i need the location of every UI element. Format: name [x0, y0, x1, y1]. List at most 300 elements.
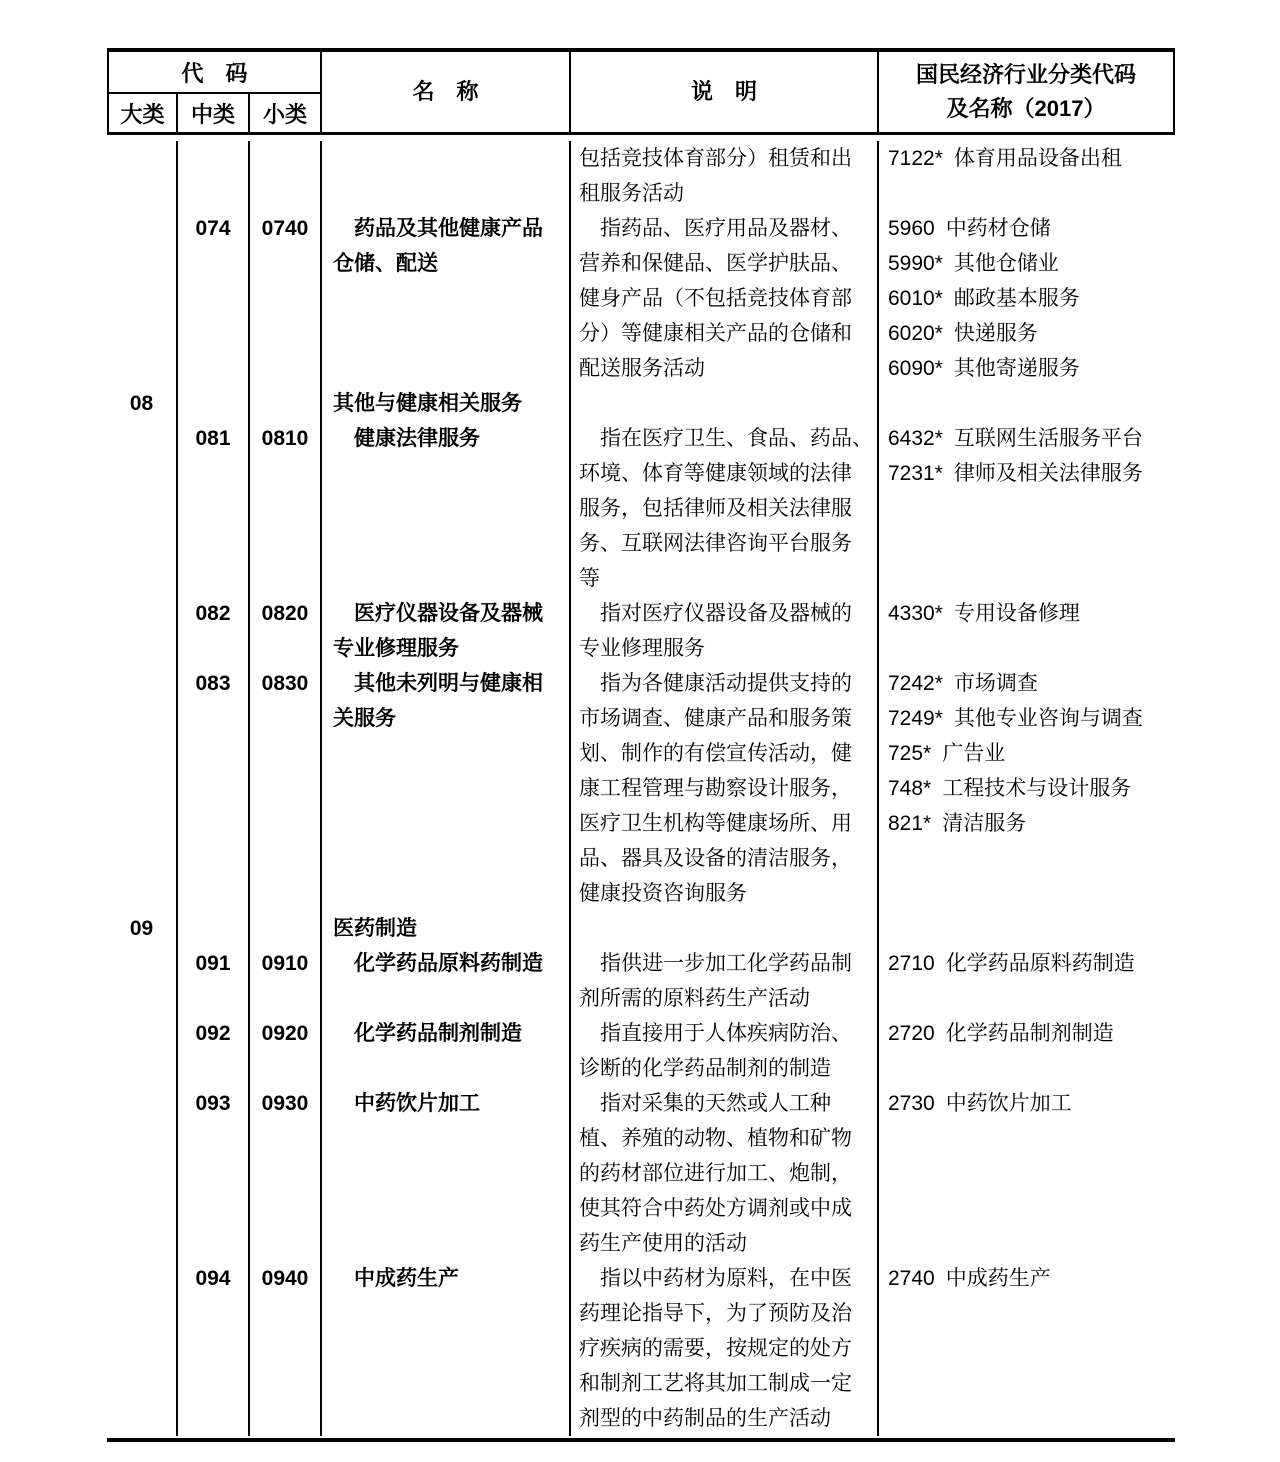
cell-middle-code: 083	[178, 666, 250, 701]
cell-description: 配送服务活动	[571, 351, 879, 386]
cell-middle-code: 081	[178, 421, 250, 456]
industry-ref-code: 6432*	[888, 427, 943, 450]
cell-description: 医疗卫生机构等健康场所、用	[571, 806, 879, 841]
cell-major-code	[107, 561, 178, 596]
cell-major-code	[107, 946, 178, 981]
table-row	[107, 421, 1175, 456]
cell-description	[571, 911, 879, 946]
cell-major-code	[107, 666, 178, 701]
cell-major-code	[107, 1156, 178, 1191]
header-col-minor: 小类	[262, 101, 307, 127]
cell-industry-ref	[879, 421, 1175, 456]
industry-ref-label: 工程技术与设计服务	[942, 777, 1132, 800]
cell-name: 关服务	[322, 701, 571, 736]
industry-ref-code: 7231*	[888, 462, 943, 485]
industry-ref-label: 其他仓储业	[953, 252, 1059, 275]
cell-industry-ref	[879, 596, 1175, 631]
cell-description: 使其符合中药处方调剂或中成	[571, 1191, 879, 1226]
cell-minor-code	[250, 1226, 322, 1261]
cell-middle-code: 094	[178, 1261, 250, 1296]
cell-middle-code	[178, 246, 250, 281]
cell-major-code: 08	[107, 386, 178, 421]
cell-name	[322, 806, 571, 841]
table-row	[107, 1401, 1175, 1436]
cell-description: 的药材部位进行加工、炮制，	[571, 1156, 879, 1191]
cell-middle-code	[178, 141, 250, 176]
cell-industry-ref	[879, 281, 1175, 316]
table-row	[107, 526, 1175, 561]
cell-industry-ref	[879, 1051, 1175, 1086]
cell-middle-code	[178, 351, 250, 386]
cell-description	[571, 386, 879, 421]
industry-ref-code: 2710	[888, 952, 935, 975]
cell-middle-code	[178, 281, 250, 316]
industry-ref-code: 748*	[888, 777, 932, 800]
industry-ref-code: 5960	[888, 217, 935, 240]
cell-description: 指以中药材为原料，在中医	[571, 1261, 879, 1296]
industry-ref-label: 其他专业咨询与调查	[953, 707, 1143, 730]
cell-industry-ref	[879, 631, 1175, 666]
cell-name: 中药饮片加工	[322, 1086, 571, 1121]
table-row	[107, 1086, 1175, 1121]
cell-description: 健康投资咨询服务	[571, 876, 879, 911]
cell-description: 和制剂工艺将其加工制成一定	[571, 1366, 879, 1401]
table-row	[107, 1121, 1175, 1156]
cell-minor-code	[250, 981, 322, 1016]
cell-minor-code	[250, 316, 322, 351]
cell-industry-ref	[879, 876, 1175, 911]
cell-middle-code	[178, 1331, 250, 1366]
cell-description: 专业修理服务	[571, 631, 879, 666]
cell-description: 服务，包括律师及相关法律服	[571, 491, 879, 526]
cell-middle-code	[178, 1366, 250, 1401]
cell-middle-code	[178, 1296, 250, 1331]
industry-ref-code: 6020*	[888, 322, 943, 345]
cell-industry-ref	[879, 736, 1175, 771]
table-row	[107, 1016, 1175, 1051]
industry-ref-label: 化学药品原料药制造	[945, 952, 1135, 975]
cell-middle-code	[178, 456, 250, 491]
cell-major-code	[107, 771, 178, 806]
cell-minor-code: 0810	[250, 421, 322, 456]
cell-description: 疗疾病的需要，按规定的处方	[571, 1331, 879, 1366]
header-col-ref-line2: 及名称（2017）	[946, 96, 1106, 121]
cell-name	[322, 526, 571, 561]
table-row	[107, 1156, 1175, 1191]
cell-description: 剂所需的原料药生产活动	[571, 981, 879, 1016]
cell-middle-code	[178, 631, 250, 666]
cell-description: 租服务活动	[571, 176, 879, 211]
header-col-major: 大类	[109, 94, 178, 132]
table-row	[107, 141, 1175, 176]
cell-middle-code	[178, 176, 250, 211]
cell-middle-code	[178, 841, 250, 876]
table-row	[107, 1296, 1175, 1331]
cell-major-code	[107, 701, 178, 736]
industry-ref-label: 市场调查	[953, 672, 1038, 695]
cell-name: 中成药生产	[322, 1261, 571, 1296]
cell-major-code	[107, 1401, 178, 1436]
header-col-middle: 中类	[178, 94, 250, 132]
cell-industry-ref	[879, 946, 1175, 981]
cell-major-code	[107, 631, 178, 666]
cell-minor-code	[250, 1331, 322, 1366]
cell-major-code	[107, 876, 178, 911]
cell-industry-ref	[879, 386, 1175, 421]
cell-major-code	[107, 281, 178, 316]
header-col-name: 名 称	[322, 52, 571, 132]
cell-name	[322, 491, 571, 526]
table-row	[107, 211, 1175, 246]
table-row	[107, 666, 1175, 701]
cell-industry-ref	[879, 1156, 1175, 1191]
cell-minor-code: 0940	[250, 1261, 322, 1296]
industry-ref-label: 快递服务	[953, 322, 1038, 345]
cell-name	[322, 876, 571, 911]
cell-middle-code	[178, 1156, 250, 1191]
table-row	[107, 946, 1175, 981]
cell-industry-ref	[879, 1121, 1175, 1156]
industry-ref-code: 6090*	[888, 357, 943, 380]
industry-ref-label: 中药饮片加工	[945, 1092, 1072, 1115]
cell-minor-code	[250, 386, 322, 421]
cell-description: 药生产使用的活动	[571, 1226, 879, 1261]
cell-major-code	[107, 1226, 178, 1261]
cell-industry-ref	[879, 141, 1175, 176]
cell-minor-code	[250, 911, 322, 946]
cell-middle-code: 093	[178, 1086, 250, 1121]
table-row	[107, 736, 1175, 771]
cell-minor-code: 0920	[250, 1016, 322, 1051]
cell-industry-ref	[879, 911, 1175, 946]
cell-major-code	[107, 1086, 178, 1121]
table-row	[107, 1226, 1175, 1261]
industry-ref-label: 邮政基本服务	[953, 287, 1080, 310]
cell-industry-ref	[879, 1331, 1175, 1366]
cell-industry-ref	[879, 771, 1175, 806]
cell-major-code	[107, 1051, 178, 1086]
cell-middle-code: 092	[178, 1016, 250, 1051]
cell-industry-ref	[879, 491, 1175, 526]
cell-middle-code	[178, 1401, 250, 1436]
header-col-ref-line1: 国民经济行业分类代码	[915, 62, 1136, 87]
cell-minor-code	[250, 246, 322, 281]
cell-description: 植、养殖的动物、植物和矿物	[571, 1121, 879, 1156]
cell-industry-ref	[879, 1086, 1175, 1121]
cell-name	[322, 981, 571, 1016]
cell-minor-code	[250, 351, 322, 386]
cell-middle-code	[178, 701, 250, 736]
cell-middle-code	[178, 806, 250, 841]
table-row	[107, 981, 1175, 1016]
cell-major-code	[107, 176, 178, 211]
classification-table	[107, 48, 1175, 1442]
table-row	[107, 1191, 1175, 1226]
cell-major-code	[107, 351, 178, 386]
cell-description: 指药品、医疗用品及器材、	[571, 211, 879, 246]
cell-name: 其他与健康相关服务	[322, 386, 571, 421]
cell-name	[322, 1331, 571, 1366]
cell-major-code	[107, 981, 178, 1016]
table-row	[107, 351, 1175, 386]
cell-major-code	[107, 1016, 178, 1051]
cell-minor-code	[250, 1156, 322, 1191]
cell-minor-code	[250, 701, 322, 736]
industry-ref-label: 中药材仓储	[945, 217, 1051, 240]
cell-major-code	[107, 421, 178, 456]
table-row	[107, 841, 1175, 876]
cell-name	[322, 736, 571, 771]
cell-name	[322, 456, 571, 491]
cell-minor-code	[250, 281, 322, 316]
cell-middle-code: 082	[178, 596, 250, 631]
cell-description: 分）等健康相关产品的仓储和	[571, 316, 879, 351]
cell-major-code	[107, 596, 178, 631]
cell-middle-code	[178, 316, 250, 351]
cell-name: 医疗仪器设备及器械	[322, 596, 571, 631]
cell-minor-code	[250, 491, 322, 526]
cell-minor-code	[250, 771, 322, 806]
table-row	[107, 491, 1175, 526]
cell-minor-code	[250, 1366, 322, 1401]
cell-middle-code	[178, 771, 250, 806]
cell-minor-code	[250, 876, 322, 911]
cell-minor-code	[250, 1121, 322, 1156]
cell-minor-code: 0830	[250, 666, 322, 701]
cell-minor-code	[250, 806, 322, 841]
cell-description: 品、器具及设备的清洁服务，	[571, 841, 879, 876]
cell-industry-ref	[879, 1226, 1175, 1261]
cell-name	[322, 1191, 571, 1226]
table-row	[107, 281, 1175, 316]
cell-minor-code	[250, 176, 322, 211]
cell-middle-code	[178, 526, 250, 561]
cell-industry-ref	[879, 981, 1175, 1016]
cell-middle-code	[178, 1121, 250, 1156]
cell-industry-ref	[879, 666, 1175, 701]
industry-ref-code: 2740	[888, 1267, 935, 1290]
cell-minor-code	[250, 561, 322, 596]
cell-name	[322, 281, 571, 316]
cell-major-code	[107, 141, 178, 176]
cell-description: 健身产品（不包括竞技体育部	[571, 281, 879, 316]
table-row	[107, 456, 1175, 491]
cell-minor-code: 0930	[250, 1086, 322, 1121]
cell-middle-code	[178, 1051, 250, 1086]
table-row	[107, 631, 1175, 666]
cell-middle-code: 074	[178, 211, 250, 246]
cell-major-code	[107, 246, 178, 281]
cell-name	[322, 316, 571, 351]
cell-description: 指为各健康活动提供支持的	[571, 666, 879, 701]
industry-ref-code: 6010*	[888, 287, 943, 310]
cell-industry-ref	[879, 176, 1175, 211]
cell-description: 市场调查、健康产品和服务策	[571, 701, 879, 736]
industry-ref-code: 2730	[888, 1092, 935, 1115]
cell-minor-code	[250, 1296, 322, 1331]
industry-ref-label: 专用设备修理	[953, 602, 1080, 625]
cell-middle-code	[178, 736, 250, 771]
cell-description: 指对采集的天然或人工种	[571, 1086, 879, 1121]
cell-major-code	[107, 526, 178, 561]
cell-middle-code	[178, 491, 250, 526]
cell-major-code	[107, 736, 178, 771]
cell-minor-code	[250, 1051, 322, 1086]
cell-description: 康工程管理与勘察设计服务，	[571, 771, 879, 806]
cell-description: 指供进一步加工化学药品制	[571, 946, 879, 981]
table-row	[107, 316, 1175, 351]
industry-ref-label: 体育用品设备出租	[953, 147, 1122, 170]
cell-description: 指在医疗卫生、食品、药品、	[571, 421, 879, 456]
table-row	[107, 701, 1175, 736]
cell-major-code: 09	[107, 911, 178, 946]
industry-ref-label: 其他寄递服务	[953, 357, 1080, 380]
cell-description: 包括竞技体育部分）租赁和出	[571, 141, 879, 176]
cell-major-code	[107, 491, 178, 526]
cell-major-code	[107, 1121, 178, 1156]
cell-name	[322, 351, 571, 386]
table-row	[107, 806, 1175, 841]
cell-industry-ref	[879, 1191, 1175, 1226]
table-header	[107, 52, 1175, 135]
cell-minor-code	[250, 526, 322, 561]
cell-minor-code	[250, 1191, 322, 1226]
cell-middle-code: 091	[178, 946, 250, 981]
cell-minor-code: 0820	[250, 596, 322, 631]
industry-ref-code: 2720	[888, 1022, 935, 1045]
cell-minor-code	[250, 141, 322, 176]
industry-ref-code: 7242*	[888, 672, 943, 695]
cell-description: 环境、体育等健康领域的法律	[571, 456, 879, 491]
industry-ref-code: 7249*	[888, 707, 943, 730]
table-row	[107, 771, 1175, 806]
cell-description: 务、互联网法律咨询平台服务	[571, 526, 879, 561]
cell-name: 化学药品制剂制造	[322, 1016, 571, 1051]
cell-description: 划、制作的有偿宣传活动，健	[571, 736, 879, 771]
cell-name	[322, 1121, 571, 1156]
table-row	[107, 1331, 1175, 1366]
cell-description: 诊断的化学药品制剂的制造	[571, 1051, 879, 1086]
industry-ref-label: 中成药生产	[945, 1267, 1051, 1290]
cell-minor-code	[250, 736, 322, 771]
table-row	[107, 876, 1175, 911]
cell-middle-code	[178, 981, 250, 1016]
header-col-ref	[879, 52, 1175, 132]
cell-industry-ref	[879, 841, 1175, 876]
cell-name	[322, 771, 571, 806]
cell-name: 专业修理服务	[322, 631, 571, 666]
cell-minor-code: 0910	[250, 946, 322, 981]
industry-ref-code: 821*	[888, 812, 932, 835]
cell-middle-code	[178, 386, 250, 421]
cell-name: 化学药品原料药制造	[322, 946, 571, 981]
cell-major-code	[107, 1331, 178, 1366]
industry-ref-code: 7122*	[888, 147, 943, 170]
industry-ref-code: 5990*	[888, 252, 943, 275]
cell-name	[322, 1051, 571, 1086]
cell-description: 药理论指导下，为了预防及治	[571, 1296, 879, 1331]
table-row	[107, 561, 1175, 596]
cell-major-code	[107, 1366, 178, 1401]
industry-ref-label: 互联网生活服务平台	[953, 427, 1143, 450]
table-row	[107, 1261, 1175, 1296]
cell-industry-ref	[879, 246, 1175, 281]
cell-name	[322, 1366, 571, 1401]
cell-description: 等	[571, 561, 879, 596]
industry-ref-label: 广告业	[942, 742, 1006, 765]
cell-minor-code	[250, 456, 322, 491]
industry-ref-label: 化学药品制剂制造	[945, 1022, 1114, 1045]
cell-name	[322, 176, 571, 211]
cell-name: 药品及其他健康产品	[322, 211, 571, 246]
header-col-desc: 说 明	[571, 52, 879, 132]
header-code-subrow	[109, 94, 320, 132]
table-row	[107, 1051, 1175, 1086]
industry-ref-label: 清洁服务	[942, 812, 1027, 835]
table-row	[107, 246, 1175, 281]
cell-major-code	[107, 1191, 178, 1226]
cell-industry-ref	[879, 351, 1175, 386]
cell-industry-ref	[879, 526, 1175, 561]
cell-name: 其他未列明与健康相	[322, 666, 571, 701]
cell-name	[322, 1296, 571, 1331]
cell-industry-ref	[879, 806, 1175, 841]
cell-description: 营养和保健品、医学护肤品、	[571, 246, 879, 281]
header-code-block	[107, 52, 322, 132]
cell-middle-code	[178, 911, 250, 946]
cell-middle-code	[178, 1226, 250, 1261]
cell-name	[322, 561, 571, 596]
cell-industry-ref	[879, 1261, 1175, 1296]
cell-industry-ref	[879, 1296, 1175, 1331]
cell-minor-code	[250, 841, 322, 876]
industry-ref-code: 725*	[888, 742, 932, 765]
cell-industry-ref	[879, 1366, 1175, 1401]
cell-major-code	[107, 1261, 178, 1296]
cell-minor-code: 0740	[250, 211, 322, 246]
table-row	[107, 1366, 1175, 1401]
table-body	[107, 135, 1175, 1436]
cell-name	[322, 1401, 571, 1436]
cell-industry-ref	[879, 561, 1175, 596]
industry-ref-label: 律师及相关法律服务	[953, 462, 1143, 485]
cell-major-code	[107, 841, 178, 876]
cell-name	[322, 841, 571, 876]
cell-middle-code	[178, 876, 250, 911]
cell-description: 指对医疗仪器设备及器械的	[571, 596, 879, 631]
cell-major-code	[107, 316, 178, 351]
cell-name: 医药制造	[322, 911, 571, 946]
cell-description: 剂型的中药制品的生产活动	[571, 1401, 879, 1436]
cell-industry-ref	[879, 211, 1175, 246]
cell-industry-ref	[879, 456, 1175, 491]
cell-minor-code	[250, 631, 322, 666]
cell-major-code	[107, 1296, 178, 1331]
cell-name	[322, 1226, 571, 1261]
cell-industry-ref	[879, 316, 1175, 351]
cell-name	[322, 141, 571, 176]
table-row	[107, 911, 1175, 946]
cell-name: 健康法律服务	[322, 421, 571, 456]
table-row	[107, 386, 1175, 421]
cell-major-code	[107, 456, 178, 491]
industry-ref-code: 4330*	[888, 602, 943, 625]
table-row	[107, 596, 1175, 631]
header-code-group: 代 码	[109, 52, 320, 94]
cell-major-code	[107, 211, 178, 246]
cell-middle-code	[178, 561, 250, 596]
cell-industry-ref	[879, 701, 1175, 736]
